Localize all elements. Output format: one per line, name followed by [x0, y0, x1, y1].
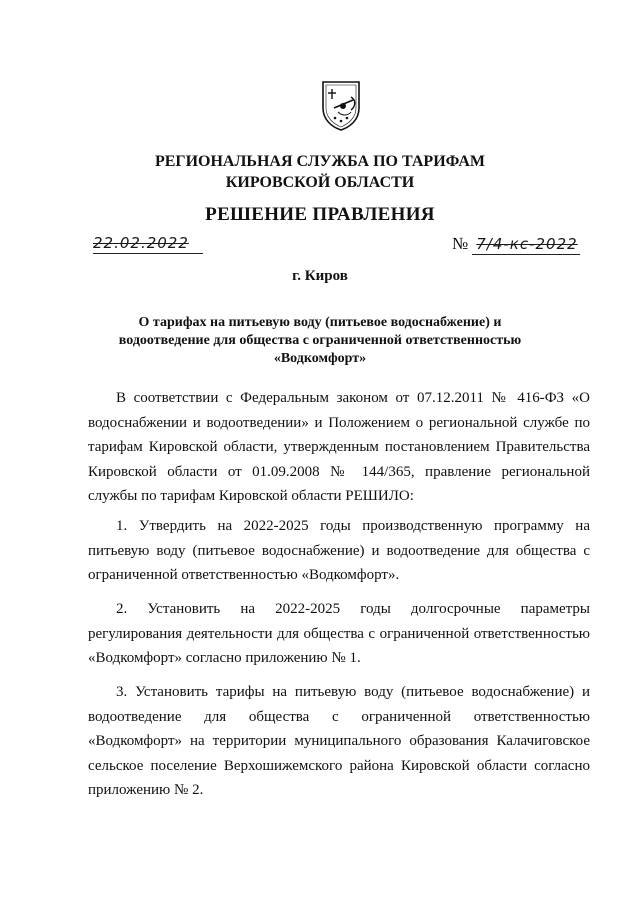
text-line: сельское поселение Верхошижемского района Кировской области согласно [88, 757, 590, 774]
coat-of-arms-icon [320, 78, 362, 132]
decision-item-2 [88, 597, 590, 671]
document-date: 22.02.2022 [93, 234, 203, 254]
text-line: тарифам Кировской области, утвержденным постановлением Правительства [88, 439, 590, 455]
text-line: «Водкомфорт» на территории муниципального образования Калачиговское [88, 733, 590, 749]
text-line: 2. Установить на 2022-2025 годы долгосрочные параметры [116, 601, 590, 617]
city-label: г. Киров [292, 268, 348, 284]
text-line: 3. Установить тарифы на питьевую воду (питьевое водоснабжение) и [116, 684, 590, 700]
text-line: питьевую воду (питьевое водоснабжение) и водоотведение для общества с [88, 542, 590, 559]
text-line: В соответствии с Федеральным законом от 07.12.2011 № 416-ФЗ «О [116, 390, 590, 406]
agency-name-line-1: РЕГИОНАЛЬНАЯ СЛУЖБА ПО ТАРИФАМ [154, 153, 486, 170]
text-line: ограниченной ответственностью «Водкомфорт». [88, 567, 400, 583]
decision-item-1 [88, 514, 590, 588]
decision-item-3 [88, 680, 590, 803]
subject-line: водоотведение для общества с ограниченной ответственностью [118, 333, 522, 348]
document-subject [100, 314, 540, 368]
text-line: приложению № 2. [88, 782, 204, 798]
text-line: Кировской области от 01.09.2008 № 144/365, правление региональной [88, 463, 590, 480]
subject-line: О тарифах на питьевую воду (питьевое водоснабжение) и [138, 315, 502, 330]
number-sign: № [452, 234, 469, 253]
text-line: регулирования деятельности для общества с ограниченной ответственностью [88, 625, 590, 642]
text-line: 1. Утвердить на 2022-2025 годы производственную программу на [116, 518, 590, 534]
text-line: водоотведение для общества с ограниченной ответственностью [88, 708, 590, 725]
document-type-title: РЕШЕНИЕ ПРАВЛЕНИЯ [205, 204, 435, 225]
agency-name-line-2: КИРОВСКОЙ ОБЛАСТИ [225, 174, 415, 191]
text-line: службы по тарифам Кировской области РЕШИЛО: [88, 488, 414, 504]
subject-line: «Водкомфорт» [273, 351, 367, 366]
preamble-paragraph [88, 386, 590, 509]
number-value: 7/4-кс-2022 [472, 235, 579, 255]
text-line: «Водкомфорт» согласно приложению № 1. [88, 650, 361, 666]
text-line: водоснабжении и водоотведении» и Положением о региональной службе по [88, 414, 590, 431]
document-number [452, 234, 588, 254]
